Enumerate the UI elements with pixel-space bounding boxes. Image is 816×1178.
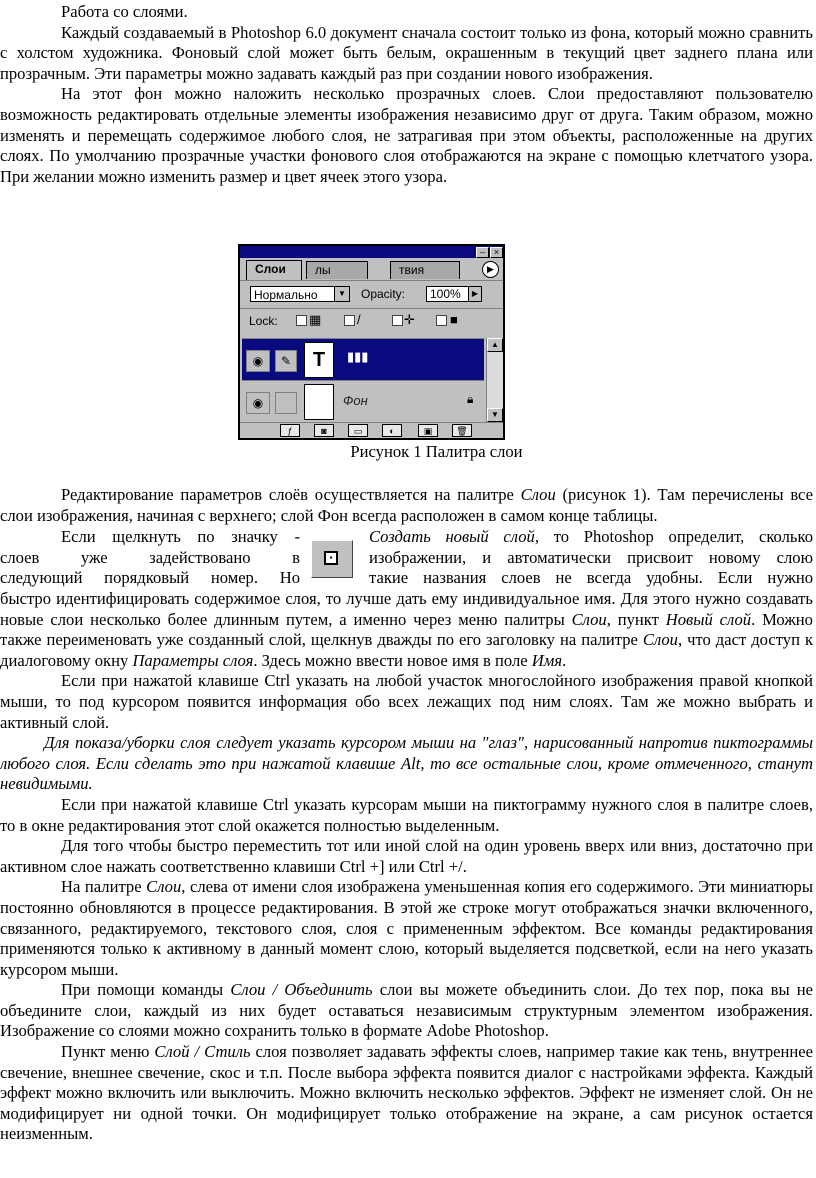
p11-c: слоя позволяет задавать эффекты слоев, например такие как тень, внутреннее свечение, внешнее свечение, скос и т.п. После выбора эффекта появится диалог с настройками эффекта. Каждый эффект можно включить или выключить. Можно включить несколько эффектов. Эффект не изменяет слой. Он не модифицирует ни одной точки. Он модифицирует только отображение на экране, а сам рисунок остается неизменным. [0,1042,813,1144]
paragraph-3 [0,485,813,526]
brush-icon: / [357,312,361,327]
intro-block [0,2,813,187]
figure-caption: Рисунок 1 Палитра слои [350,442,523,461]
p4-left-column [0,527,300,589]
lock-position-checkbox [392,315,403,326]
transparency-icon: ▦ [309,312,322,327]
paragraph-5: Если при нажатой клавише Ctrl указать на любой участок многослойного изображения правой кнопкой мыши, то под курсором появится информация обо всех лежащих под ним слоях. Там же можно выбрать и активный слой. [0,671,813,732]
blend-mode-value: Нормально [254,288,318,302]
scroll-down-icon: ▼ [487,408,503,422]
adjustment-icon: ◐ [382,424,402,437]
layer-row-background [242,380,484,423]
brush-link-icon: ✎ [275,350,297,372]
p10-a: При помощи команды [61,980,231,1000]
p4-rest-c: , пункт [606,609,666,629]
p4-rest-d: Новый слой [665,609,752,629]
p4-left-line-3: следующий порядковый номер. Но [0,568,300,588]
mask-icon: ◙ [314,424,334,437]
lock-all-checkbox [436,315,447,326]
opacity-arrow-icon: ▶ [468,287,481,301]
style-icon: ƒ [280,424,300,437]
paragraph-10 [0,980,813,1042]
p9-b: Слои [146,877,182,897]
p11-b: Слой / Стиль [154,1042,251,1062]
layers-scrollbar [486,338,503,422]
opacity-field [426,286,482,302]
lock-label: Lock: [249,314,278,328]
move-icon: ✛ [404,312,415,327]
p4-rest-b: Слои [571,609,607,629]
blend-mode-select [250,286,350,302]
layer-row-text [242,338,484,381]
trash-icon: 🗑︎ [452,424,472,437]
p4-right-line-2: изображении, и автоматически присвоит новому слою [369,547,813,567]
palette-bottom-bar [240,422,503,439]
opacity-label: Opacity: [361,287,406,301]
p4-right-line-1 [369,527,813,548]
paragraph-4-rest [0,589,813,671]
lock-icon: ■ [450,312,458,327]
lock-icon: 🔒︎ [467,392,474,406]
lower-block [0,589,813,1145]
chevron-down-icon: ▼ [334,287,349,301]
palette-titlebar [240,246,503,258]
p9-a: На палитре [61,877,147,897]
p10-c: слои вы можете объединить слои. До тех пор, пока вы не объедините слои, каждый из них будет оставаться независимым структурным элементом изображения. Изображение со слоями можно сохранить только в формате Adobe Photoshop. [0,980,813,1041]
p4-rest-k: . [562,650,567,670]
paragraph-8: Для того чтобы быстро переместить тот или иной слой на один уровень вверх или вниз, достаточно при активном слое нажать соответственно клавиши Ctrl +] или Ctrl +/. [0,836,813,876]
p3-a: Редактирование параметров слоёв осуществляется на палитре [61,485,521,504]
paragraph-3-block [0,485,813,526]
p9-c: , слева от имени слоя изображена уменьшенная копия его содержимого. Эти миниатюры постоянно обновляются в процессе редактирования. В этой же строке могут отображаться значки включенного, связанного, редактируемого, текстового слоя, слоя с примененным эффектом. Все команды редактирования применяются только к активному в данный момент слою, который выделяется подсветкой, если на него указать курсором мыши. [0,877,813,979]
p4-rest-a: быстро идентифицировать содержимое слоя, то лучше дать ему индивидуальное имя. Для этого нужно создавать новые слои несколько более длинным путем, а именно через меню палитры [0,589,813,629]
layer-thumbnail [304,384,334,420]
palette-tabs [240,258,503,280]
layer-name: Фон [343,393,368,408]
blend-row [240,280,503,309]
tab-layers: Слои [246,260,302,280]
eye-icon: ◉ [246,392,270,414]
link-slot [275,392,297,414]
p11-a: Пункт меню [61,1042,155,1062]
paragraph-1: Каждый создаваемый в Photoshop 6.0 документ сначала состоит только из фона, который можно сравнить с холстом художника. Фоновый слой может быть белым, окрашенным в текущий цвет заднего плана или прозрачным. Эти параметры можно задавать каждый раз при создании нового изображения. [0,22,813,83]
p3-c: (рисунок 1). Там перечислены все слои изображения, начиная с верхнего; слой Фон всегда расположен в самом конце таблицы. [0,485,813,525]
folder-icon: ▭ [348,424,368,437]
minimize-icon: – [476,247,489,258]
layers-palette-figure [238,244,505,440]
opacity-value: 100% [430,287,461,301]
lock-row [240,308,503,339]
eye-icon: ◉ [246,350,270,372]
palette-menu-arrow-icon: ▶ [482,261,499,278]
section-heading: Работа со слоями. [61,2,188,21]
p4-rest-e: . Можно также переименовать уже созданный слой, щелкнув дважды по его заголовку на палитре [0,609,813,650]
paragraph-11 [0,1042,813,1145]
p4-left-line-2: слоев уже задействовано в [0,547,300,567]
scroll-up-icon: ▲ [487,338,503,352]
p4-right-line-1-rest: , то Photoshop определит, сколько [534,527,813,546]
new-layer-icon: ▣ [418,424,438,437]
lock-transparency-checkbox [296,315,307,326]
close-icon: × [490,247,503,258]
layer-thumbnail: T [304,342,334,378]
paragraph-2: На этот фон можно наложить несколько прозрачных слоев. Слои предоставляют пользователю возможность редактировать отдельные элементы изображения независимо друг от друга. Таким образом, можно изменять и перемещать содержимое любого слоя, не затрагивая при этом объекты, расположенные на других слоях. По умолчанию прозрачные участки фонового слоя отображаются на экране с помощью клетчатого узора. При желании можно изменить размер и цвет ячеек этого узора. [0,84,813,186]
new-layer-icon: ▪ [311,540,353,578]
lock-image-checkbox [344,315,355,326]
p4-rest-g: , что даст доступ к диалоговому окну [0,630,814,670]
p4-rest-f: Слои [642,630,678,650]
text-layer-icon: ▮▮▮ [347,349,369,364]
paragraph-7: Если при нажатой клавише Ctrl указать курсорам мыши на пиктограмму нужного слоя в палитре слоев, то в окне редактирования этот слой окажется полностью выделенным. [0,794,813,835]
p4-left-line-1: Если щелкнуть по значку - [61,527,300,546]
paragraph-6: Для показа/уборки слоя следует указать курсором мыши на "глаз", нарисованный напротив пиктограммы любого слоя. Если сделать это при нажатой клавише Alt, то все остальные слои, кроме отмеченного, станут невидимыми. [0,733,813,794]
p4-right-line-3: такие названия слоев не всегда удобны. Если нужно [369,568,813,588]
p10-b: Слои / Объединить [230,980,373,1000]
p4-rest-j: Имя [531,650,563,670]
tab-channels: лы [306,261,368,279]
p4-rest-i: . Здесь можно ввести новое имя в поле [253,650,532,670]
p4-right-column [369,527,813,589]
p3-b: Слои [520,485,556,504]
p4-rest-h: Параметры слоя [132,650,254,670]
p4-right-line-1-italic: Создать новый слой [369,527,535,546]
paragraph-9 [0,877,813,980]
tab-actions: твия [390,261,460,279]
